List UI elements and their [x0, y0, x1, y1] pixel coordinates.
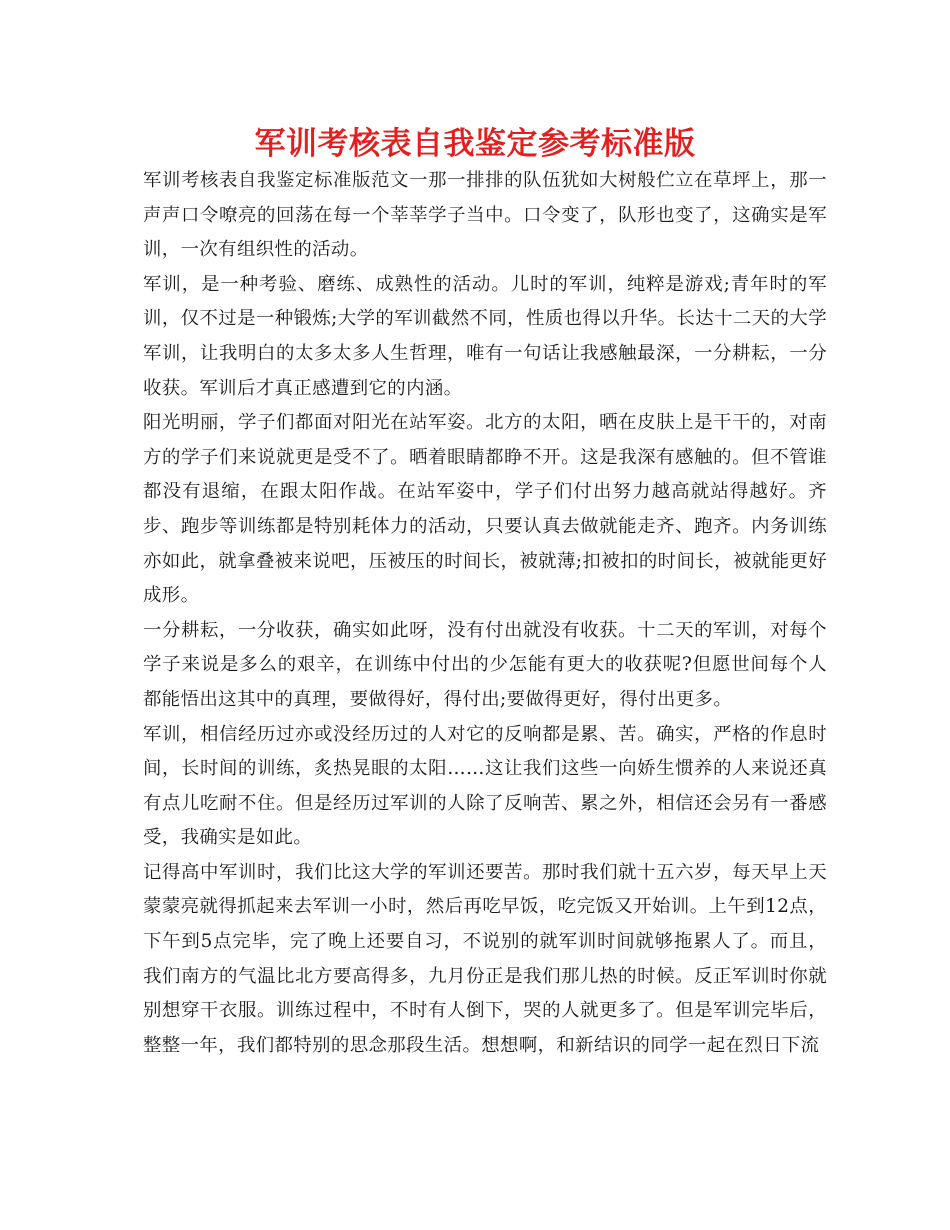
paragraph-4: 一分耕耘，一分收获，确实如此呀，没有付出就没有收获。十二天的军训，对每个学子来说是多么的艰辛，在训练中付出的少怎能有更大的收获呢?但愿世间每个人都能悟出这其中的真理，要做得好，得付出;要做得更好，得付出更多。 [143, 619, 827, 710]
paragraph-3: 阳光明丽，学子们都面对阳光在站军姿。北方的太阳，晒在皮肤上是干干的，对南方的学子们来说就更是受不了。晒着眼睛都睁不开。这是我深有感触的。但不管谁都没有退缩，在跟太阳作战。在站军姿中，学子们付出努力越高就站得越好。齐步、跑步等训练都是特别耗体力的活动，只要认真去做就能走齐、跑齐。内务训练亦如此，就拿叠被来说吧，压被压的时间长，被就薄;扣被扣的时间长，被就能更好成形。 [143, 412, 827, 607]
document-title: 军训考核表自我鉴定参考标准版 [254, 126, 696, 162]
document-body [143, 164, 827, 1063]
paragraph-1: 军训考核表自我鉴定标准版范文一那一排排的队伍犹如大树般伫立在草坪上，那一声声口令嘹亮的回荡在每一个莘莘学子当中。口令变了，队形也变了，这确实是军训，一次有组织性的活动。 [143, 170, 827, 261]
paragraph-2: 军训，是一种考验、磨练、成熟性的活动。儿时的军训，纯粹是游戏;青年时的军训，仅不过是一种锻炼;大学的军训截然不同，性质也得以升华。长达十二天的大学军训，让我明白的太多太多人生哲理，唯有一句话让我感触最深，一分耕耘，一分收获。军训后才真正感遭到它的内涵。 [143, 273, 827, 399]
paragraph-5: 军训，相信经历过亦或没经历过的人对它的反响都是累、苦。确实，严格的作息时间，长时间的训练，炙热晃眼的太阳……这让我们这些一向娇生惯养的人来说还真有点儿吃耐不住。但是经历过军训的人除了反响苦、累之外，相信还会另有一番感受，我确实是如此。 [143, 723, 827, 849]
paragraph-6: 记得高中军训时，我们比这大学的军训还要苦。那时我们就十五六岁，每天早上天蒙蒙亮就得抓起来去军训一小时，然后再吃早饭，吃完饭又开始训。上午到12点，下午到5点完毕，完了晚上还要自习，不说别的就军训时间就够拖累人了。而且，我们南方的气温比北方要高得多，九月份正是我们那儿热的时候。反正军训时你就别想穿干衣服。训练过程中，不时有人倒下，哭的人就更多了。但是军训完毕后，整整一年，我们都特别的思念那段生活。想想啊，和新结识的同学一起在烈日下流 [143, 861, 827, 1056]
